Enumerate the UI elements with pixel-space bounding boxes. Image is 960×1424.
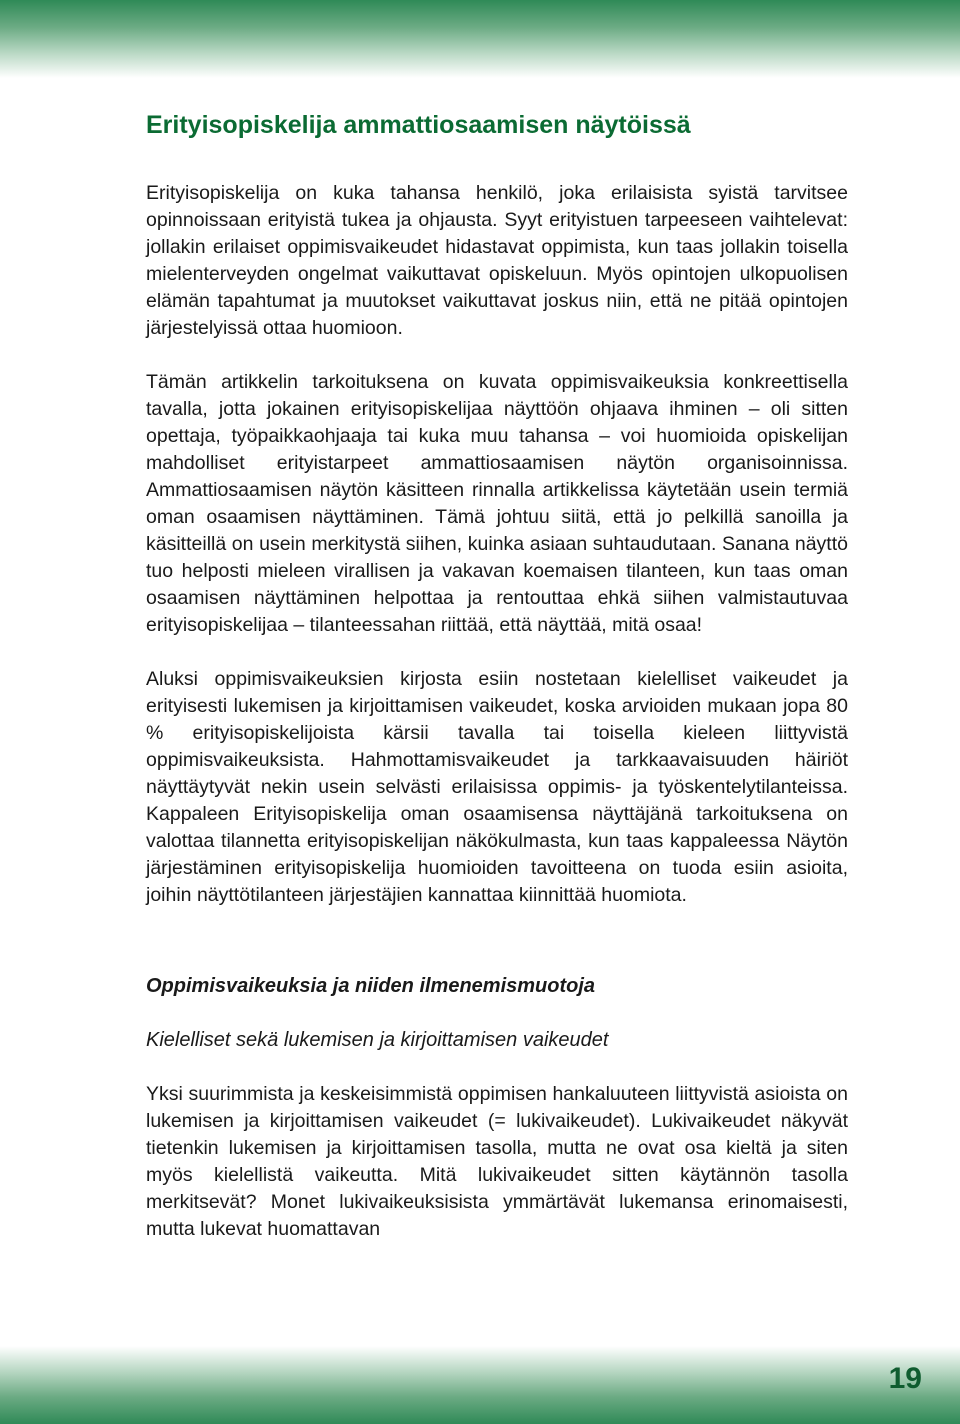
paragraph-intro: Erityisopiskelija on kuka tahansa henkilö, joka erilaisista syistä tarvitsee opinnoissaan erityistä tukea ja ohjausta. Syyt erityistuen tarpeeseen vaihtelevat: jollakin erilaiset oppimisvaikeudet hidastavat oppimista, kun taas jollakin toisella mielenterveyden ongelmat vaikuttavat opiskeluun. Myös opintojen ulkopuolisen elämän tapahtumat ja muutokset vaikuttavat joskus niin, että ne pitää opintojen järjestelyissä ottaa huomioon. <box>146 182 848 339</box>
page-content <box>146 108 848 1243</box>
top-decorative-band <box>0 0 960 78</box>
bottom-decorative-band <box>0 1346 960 1424</box>
paragraph-overview: Aluksi oppimisvaikeuksien kirjosta esiin nostetaan kielelliset vaikeudet ja erityisesti lukemisen ja kirjoittamisen vaikeudet, koska arvioiden mukaan jopa 80 % erityisopiskelijoista kärsii tavalla tai toisella kieleen liittyvistä oppimisvaikeuksista. Hahmottamisvaikeudet ja tarkkaavaisuuden häiriöt näyttäytyvät nekin usein selvästi erilaisissa oppimis- ja työskentelytilanteissa. Kappaleen Erityisopiskelija oman osaamisensa näyttäjänä tarkoituksena on valottaa tilannetta erityisopiskelijan näkökulmasta, kun taas kappaleessa Näytön järjestäminen erityisopiskelija huomioiden tavoitteena on tuoda esiin asioita, joihin näyttötilanteen järjestäjien kannattaa kiinnittää huomiota. <box>146 668 848 906</box>
paragraph-reading-difficulties: Yksi suurimmista ja keskeisimmistä oppimisen hankaluuteen liittyvistä asioista on lukemisen ja kirjoittamisen vaikeudet (= lukivaikeudet). Lukivaikeudet näkyvät tietenkin lukemisen ja kirjoittamisen tasolla, mutta ne ovat osa kieltä ja siten myös kielellistä vaikeutta. Mitä lukivaikeudet sitten käytännön tasolla merkitsevät? Monet lukivaikeuksisista ymmärtävät lukemansa erinomaisesti, mutta lukevat huomattavan <box>146 1083 848 1240</box>
section-heading: Oppimisvaikeuksia ja niiden ilmenemismuotoja <box>146 975 596 997</box>
paragraph-purpose: Tämän artikkelin tarkoituksena on kuvata oppimisvaikeuksia konkreettisella tavalla, jotta jokainen erityisopiskelijaa näyttöön ohjaava ihminen – oli sitten opettaja, työpaikkaohjaaja tai kuka muu tahansa – voi huomioida opiskelijan mahdolliset erityistarpeet ammattiosaamisen näytön organisoinnissa. Ammattiosaamisen näytön käsitteen rinnalla artikkelissa käytetään usein termiä oman osaamisen näyttäminen. Tämä johtuu siitä, että jo pelkillä sanoilla ja käsitteillä on usein merkitystä siihen, kuinka asiaan suhtaudutaan. Sanana näyttö tuo helposti mieleen virallisen ja vakavan koemaisen tilanteen, kun taas oman osaamisen näyttäminen helpottaa ja rentouttaa ehkä siihen valmistautuvaa erityisopiskelijaa – tilanteessahan riittää, että näyttää, mitä osaa! <box>146 371 848 636</box>
page-title: Erityisopiskelija ammattiosaamisen näytöissä <box>146 111 691 139</box>
subsection-heading: Kielelliset sekä lukemisen ja kirjoittamisen vaikeudet <box>146 1029 609 1051</box>
page-number: 19 <box>888 1362 922 1395</box>
